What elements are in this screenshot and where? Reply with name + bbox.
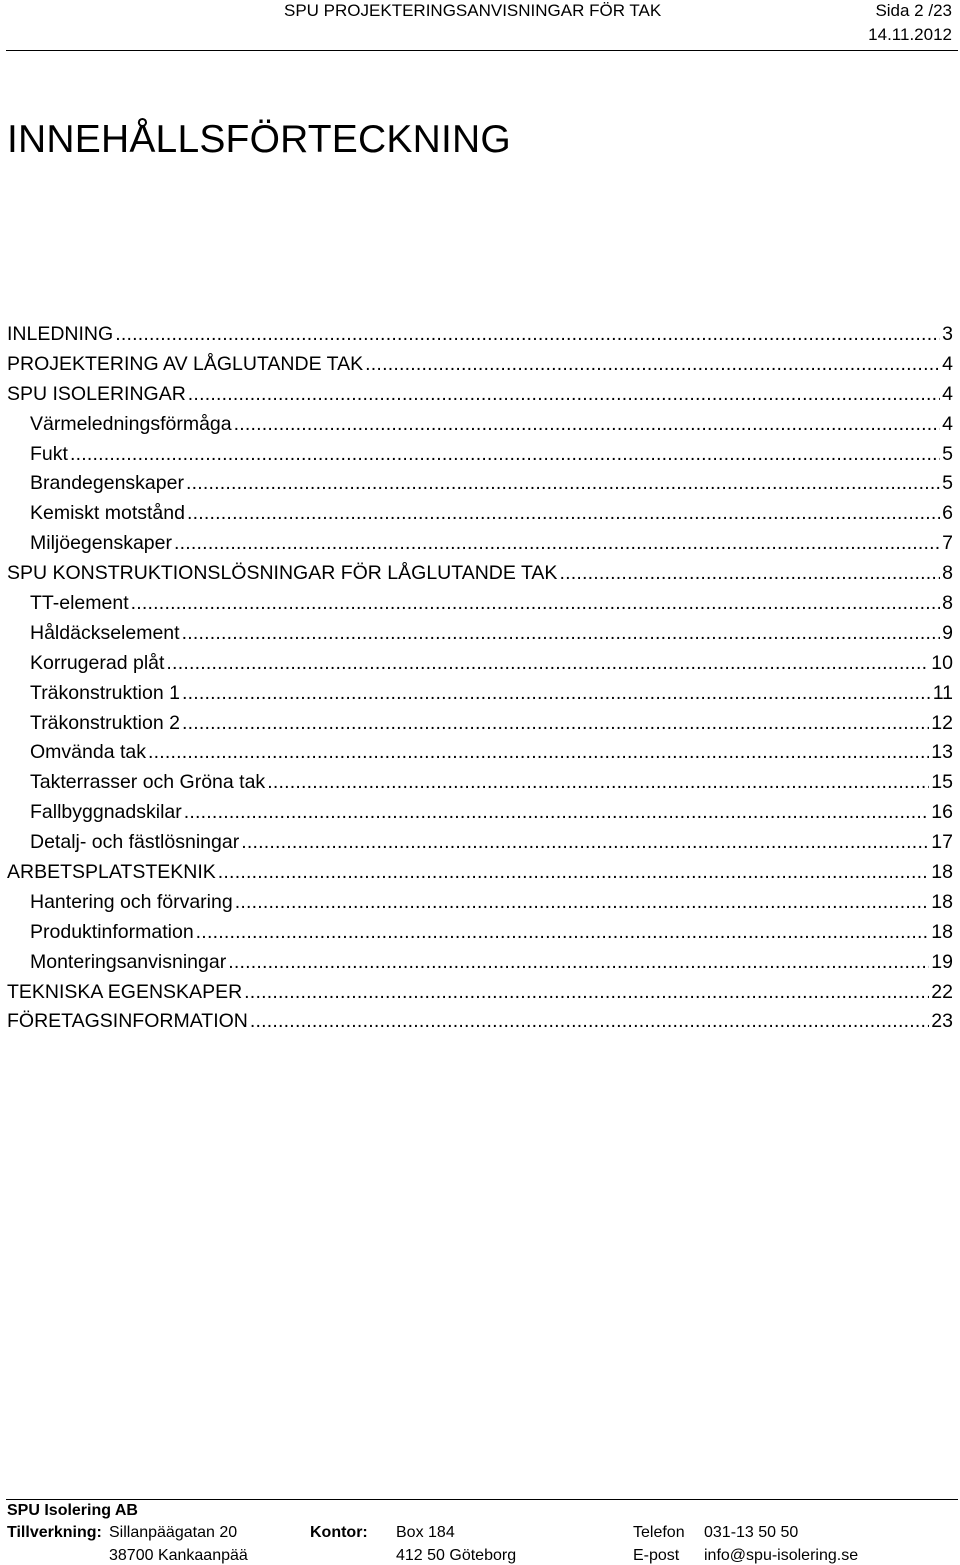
toc-entry-label: INLEDNING [7,323,114,345]
toc-leader-dots [184,798,930,828]
page-header [0,0,960,52]
footer-manufacturing-street: Sillanpäägatan 20 [109,1524,238,1541]
toc-leader-dots [235,888,930,918]
toc-entry-page: 3 [942,323,953,345]
toc-entry-label: Fallbyggnadskilar [30,801,182,824]
footer-office-box: Box 184 [396,1524,455,1541]
toc-leader-dots [182,679,931,709]
toc-entry[interactable] [7,798,953,828]
toc-entry[interactable] [7,559,953,589]
toc-entry-label: TT-element [30,592,129,615]
toc-entry-label: Hantering och förvaring [30,890,233,913]
toc-entry-page: 8 [942,592,953,615]
toc-entry-page: 4 [942,382,953,405]
toc-leader-dots [244,978,929,1008]
toc-leader-dots [218,858,930,888]
toc-entry[interactable] [7,469,953,499]
toc-entry-page: 22 [931,980,953,1003]
toc-entry-page: 8 [942,562,953,585]
toc-entry-label: Monteringsanvisningar [30,950,227,973]
page-footer [0,1488,960,1565]
toc-leader-dots [267,768,929,798]
toc-entry[interactable] [7,738,953,768]
toc-entry-label: PROJEKTERING AV LÅGLUTANDE TAK [7,352,364,375]
toc-entry-label: Takterrasser och Gröna tak [30,771,266,794]
toc-entry-label: Träkonstruktion 2 [30,711,180,734]
footer-company-name: SPU Isolering AB [7,1502,138,1519]
toc-leader-dots [228,948,929,978]
toc-entry-page: 19 [931,950,953,973]
toc-entry[interactable] [7,410,953,440]
toc-entry-page: 4 [942,352,953,375]
toc-entry-label: Fukt [30,442,68,465]
toc-entry-page: 12 [931,711,953,734]
toc-entry-label: Produktinformation [30,920,194,943]
toc-leader-dots [196,918,930,948]
toc-leader-dots [174,529,940,559]
footer-manufacturing-label: Tillverkning: [7,1524,102,1541]
toc-leader-dots [186,469,940,499]
toc-entry[interactable] [7,768,953,798]
toc-entry-label: FÖRETAGSINFORMATION [7,1010,248,1033]
toc-leader-dots [70,440,940,470]
toc-entry[interactable] [7,619,953,649]
toc-entry-label: ARBETSPLATSTEKNIK [7,861,216,884]
toc-entry-page: 15 [931,771,953,794]
toc-entry-label: Brandegenskaper [30,472,184,495]
toc-entry[interactable] [7,350,953,380]
toc-entry-label: SPU KONSTRUKTIONSLÖSNINGAR FÖR LÅGLUTANDE TAK [7,562,558,585]
toc-leader-dots [241,828,929,858]
toc-entry-label: TEKNISKA EGENSKAPER [7,980,243,1003]
toc-entry[interactable] [7,679,953,709]
toc-entry-page: 18 [931,861,953,884]
footer-office-city: 412 50 Göteborg [396,1547,517,1564]
toc-entry-label: Miljöegenskaper [30,532,172,555]
document-date: 14.11.2012 [868,25,952,44]
toc-entry[interactable] [7,529,953,559]
toc-entry-page: 17 [931,831,953,854]
toc-entry[interactable] [7,888,953,918]
toc-entry-label: Håldäckselement [30,621,180,644]
toc-entry[interactable] [7,978,953,1008]
toc-entry[interactable] [7,828,953,858]
toc-entry[interactable] [7,858,953,888]
toc-entry-page: 18 [931,920,953,943]
footer-phone-label: Telefon [633,1524,685,1541]
toc-entry-page: 4 [942,412,953,435]
toc-entry[interactable] [7,589,953,619]
footer-phone: 031-13 50 50 [704,1524,799,1541]
toc-entry-page: 11 [932,681,953,704]
header-divider [6,50,958,51]
footer-divider [6,1499,958,1500]
table-of-contents [7,320,953,1037]
toc-heading: INNEHÅLLSFÖRTECKNING [7,118,511,161]
toc-entry[interactable] [7,380,953,410]
toc-entry[interactable] [7,918,953,948]
toc-leader-dots [188,380,940,410]
toc-entry[interactable] [7,948,953,978]
toc-entry-page: 5 [942,442,953,465]
toc-leader-dots [182,709,929,739]
toc-entry-page: 10 [931,651,953,674]
toc-entry-page: 9 [942,621,953,644]
toc-entry-label: Korrugerad plåt [30,651,165,674]
toc-entry-page: 23 [931,1010,953,1033]
toc-entry-label: Värmeledningsförmåga [30,412,232,435]
toc-leader-dots [250,1007,929,1037]
footer-email: info@spu-isolering.se [704,1547,859,1564]
toc-leader-dots [234,410,941,440]
toc-leader-dots [187,499,940,529]
toc-entry-page: 16 [931,801,953,824]
toc-entry[interactable] [7,649,953,679]
toc-entry[interactable] [7,320,953,350]
page-number: Sida 2 /23 [875,1,952,20]
footer-manufacturing-city: 38700 Kankaanpää [109,1547,248,1564]
footer-email-label: E-post [633,1547,680,1564]
document-title: SPU PROJEKTERINGSANVISNINGAR FÖR TAK [284,1,662,20]
toc-entry-page: 6 [942,502,953,525]
toc-entry-page: 5 [942,472,953,495]
toc-entry-label: Träkonstruktion 1 [30,681,180,704]
footer-office-label: Kontor: [310,1524,368,1541]
toc-entry[interactable] [7,499,953,529]
toc-entry-label: Detalj- och fästlösningar [30,831,240,854]
toc-leader-dots [131,589,941,619]
toc-entry-page: 7 [942,532,953,555]
toc-leader-dots [115,320,940,350]
toc-leader-dots [365,350,940,380]
toc-entry-label: Omvända tak [30,741,146,764]
toc-entry-label: Kemiskt motstånd [30,502,185,525]
toc-leader-dots [166,649,929,679]
toc-leader-dots [559,559,940,589]
toc-entry[interactable] [7,709,953,739]
toc-leader-dots [182,619,941,649]
toc-entry-page: 18 [931,890,953,913]
toc-entry-label: SPU ISOLERINGAR [7,382,186,405]
toc-leader-dots [148,738,929,768]
toc-entry-page: 13 [931,741,953,764]
toc-entry[interactable] [7,1007,953,1037]
toc-entry[interactable] [7,440,953,470]
